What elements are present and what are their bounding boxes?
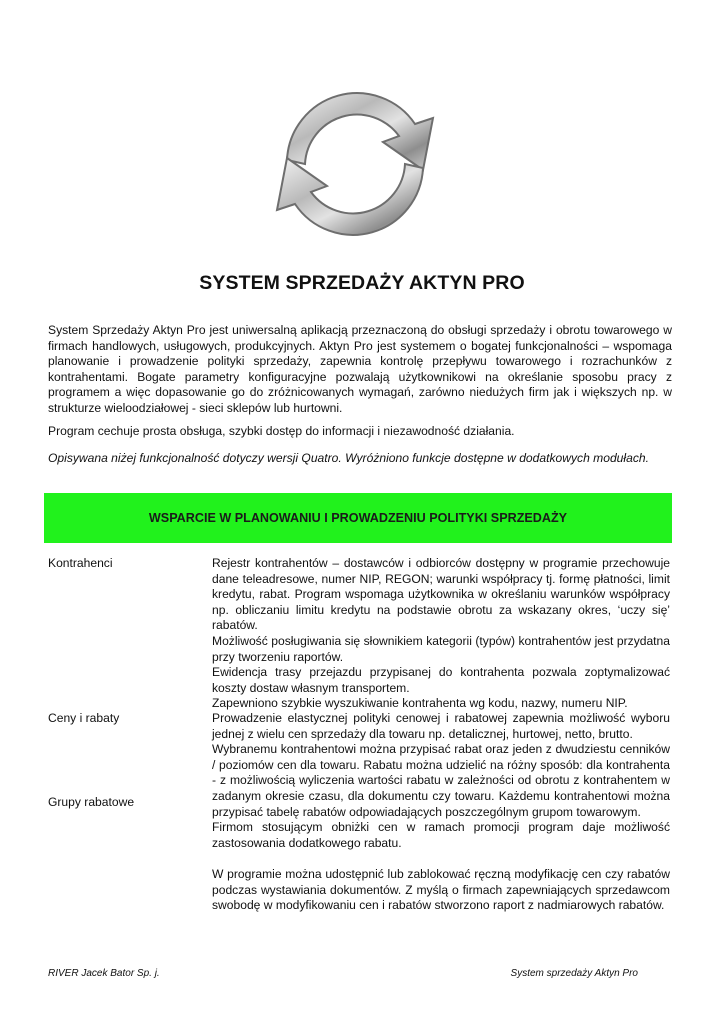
kontrahenci-description [212, 556, 670, 712]
kontrahenci-text-1: Rejestr kontrahentów – dostawców i odbiorców dostępny w programie przechowuje dane teleadresowe, numer NIP, REGON; warunki współpracy tj. formę płatności, limit kredytu, rabat. Program wspomaga użytkownika w określaniu warunków współpracy np. obliczaniu limitu kredytu na podstawie obrotu za wskazany okres, ‘uczy się’ rabatów. [212, 556, 670, 633]
section-banner-title: WSPARCIE W PLANOWANIU I PROWADZENIU POLITYKI SPRZEDAŻY [148, 511, 568, 525]
intro-paragraph: System Sprzedaży Aktyn Pro jest uniwersalną aplikacją przeznaczoną do obsługi sprzedaży i obrotu towarowego w firmach handlowych, usługowych, produkcyjnych. Aktyn Pro jest systemem o bogatej funkcjonalności – wspomaga planowanie i prowadzenie polityki sprzedaży, zapewnia kontrolę przepływu towarowego i rozrachunków z kontrahentami. Bogate parametry konfiguracyjne pozwalają użytkownikowi na określanie sposobu pracy z programem a więc dopasowanie go do zróżnicowanych wymagań, zarówno niedużych firm jak i większych np. w strukturze wieloodziałowej - sieci sklepów lub hurtowni. [48, 323, 672, 415]
ceny-text-1: Prowadzenie elastycznej polityki cenowej i rabatowej zapewnia możliwość wyboru jednej z wielu cen sprzedaży dla towaru np. detalicznej, hurtowej, netto, brutto. [212, 711, 670, 741]
intro-paragraph-2: Program cechuje prosta obsługa, szybki dostęp do informacji i niezawodność działania. [48, 424, 515, 438]
ceny-text-3: Firmom stosującym obniżki cen w ramach promocji program daje możliwość zastosowania dodatkowego rabatu. [212, 820, 670, 850]
ceny-text-2: Wybranemu kontrahentowi można przypisać rabat oraz jeden z dwudziestu cenników / poziomów cen dla towaru. Rabatu można udzielić na różny sposób: dla kontrahenta - z możliwością wyliczenia wartości rabatu w zależności od obrotu z kontrahentem w zadanym okresie czasu, dla dokumentu czy towaru. Każdemu kontrahentowi można przypisać tabelę rabatów odpowiadających poszczególnym grupom towarowym. [212, 742, 670, 819]
ceny-text-4: W programie można udostępnić lub zablokować ręczną modyfikację cen czy rabatów podczas wystawiania dokumentów. Z myślą o firmach zapewniających sprzedawcom swobodę w modyfikowaniu cen i rabatów stworzono raport z nadmiarowych rabatów. [212, 866, 670, 913]
footer-document-title: System sprzedaży Aktyn Pro [510, 968, 638, 979]
footer-company: RIVER Jacek Bator Sp. j. [48, 968, 160, 979]
page-title: SYSTEM SPRZEDAŻY AKTYN PRO [199, 272, 525, 294]
ceny-description [212, 711, 670, 914]
intro-note: Opisywana niżej funkcjonalność dotyczy wersji Quatro. Wyróżniono funkcje dostępne w dodatkowych modułach. [48, 451, 649, 465]
kontrahenci-text-4: Zapewniono szybkie wyszukiwanie kontrahenta wg kodu, nazwy, numeru NIP. [212, 696, 628, 711]
kontrahenci-text-3: Ewidencja trasy przejazdu przypisanej do kontrahenta pozwala zoptymalizować koszty dostaw własnym transportem. [212, 665, 670, 695]
refresh-arrows-logo-icon [265, 74, 445, 254]
kontrahenci-text-2: Możliwość posługiwania się słownikiem kategorii (typów) kontrahentów jest przydatna przy tworzeniu raportów. [212, 633, 670, 664]
label-kontrahenci: Kontrahenci [48, 556, 113, 570]
label-grupy-rabatowe: Grupy rabatowe [48, 795, 135, 809]
label-ceny-i-rabaty: Ceny i rabaty [48, 711, 120, 725]
section-banner [44, 493, 672, 543]
